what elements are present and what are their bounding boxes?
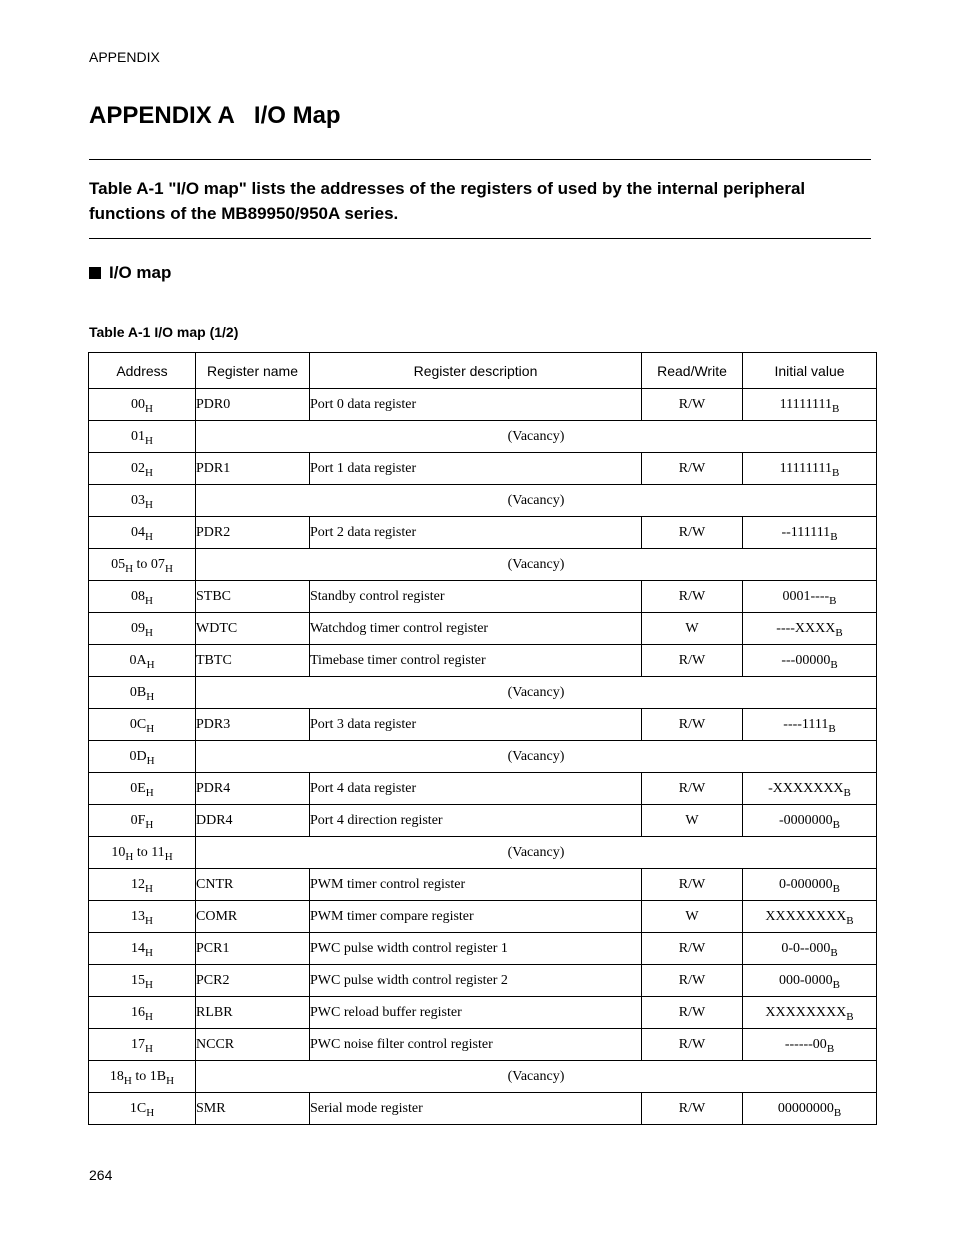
section-heading-text: I/O map <box>109 263 172 282</box>
address-suffix: H <box>145 530 153 543</box>
initial-value-cell <box>743 613 877 645</box>
address-cell <box>89 933 196 965</box>
register-name-cell: CNTR <box>196 869 310 901</box>
table-header-row <box>89 353 877 389</box>
register-name-cell: PDR0 <box>196 389 310 421</box>
address-suffix: H <box>145 786 154 799</box>
register-description-cell: PWC pulse width control register 2 <box>310 965 642 997</box>
address-cell <box>89 901 196 933</box>
address-suffix: H <box>145 434 153 447</box>
initial-value: 0-0--000 <box>781 940 831 956</box>
address-suffix: H <box>145 1010 153 1023</box>
register-description-cell: Standby control register <box>310 581 642 613</box>
column-header-register-description: Register description <box>310 353 642 389</box>
initial-value: -XXXXXXX <box>768 780 844 796</box>
initial-value: -0000000 <box>778 812 833 828</box>
initial-value-suffix: B <box>830 530 838 543</box>
read-write-cell: R/W <box>642 1093 743 1125</box>
register-name-cell: PDR2 <box>196 517 310 549</box>
address-suffix: H <box>145 594 153 607</box>
running-head: APPENDIX <box>89 49 160 65</box>
table-row <box>89 709 877 741</box>
initial-value-suffix: B <box>832 402 840 415</box>
initial-value-cell <box>743 709 877 741</box>
address-value: 13 <box>131 908 146 924</box>
table-row <box>89 549 877 581</box>
initial-value: ----XXXX <box>776 620 836 636</box>
read-write-cell: R/W <box>642 645 743 677</box>
table-row <box>89 389 877 421</box>
initial-value-cell <box>743 1029 877 1061</box>
address-value: 14 <box>131 940 146 956</box>
initial-value-suffix: B <box>832 818 840 831</box>
address-value: 0F <box>130 812 146 828</box>
table-row <box>89 997 877 1029</box>
register-name-cell: WDTC <box>196 613 310 645</box>
address-cell <box>89 613 196 645</box>
initial-value-suffix: B <box>846 1010 854 1023</box>
initial-value-cell <box>743 645 877 677</box>
square-bullet-icon <box>89 267 101 279</box>
read-write-cell: W <box>642 901 743 933</box>
initial-value-cell <box>743 773 877 805</box>
initial-value-cell <box>743 965 877 997</box>
register-name-cell: DDR4 <box>196 805 310 837</box>
read-write-cell: R/W <box>642 517 743 549</box>
address-suffix: H <box>145 466 153 479</box>
address-suffix: H <box>145 946 153 959</box>
register-description-cell: PWM timer compare register <box>310 901 642 933</box>
address-suffix: H <box>145 914 153 927</box>
address-value: 03 <box>131 492 146 508</box>
io-map-table <box>88 352 877 1125</box>
register-description-cell: PWC noise filter control register <box>310 1029 642 1061</box>
table-row <box>89 453 877 485</box>
register-description-cell: PWC reload buffer register <box>310 997 642 1029</box>
initial-value: XXXXXXXX <box>765 908 847 924</box>
address-cell <box>89 709 196 741</box>
initial-value-suffix: B <box>843 786 851 799</box>
column-header-read-write: Read/Write <box>642 353 743 389</box>
address-value: 08 <box>131 588 146 604</box>
lead-paragraph: Table A-1 "I/O map" lists the addresses of the registers of used by the internal peripheral functions of the MB89950/950A series. <box>89 179 806 223</box>
address-range-suffix: H <box>164 850 173 863</box>
initial-value-suffix: B <box>830 946 838 959</box>
read-write-cell: R/W <box>642 933 743 965</box>
register-name-cell: PDR1 <box>196 453 310 485</box>
address-value: 17 <box>131 1036 146 1052</box>
address-suffix: H <box>145 882 153 895</box>
initial-value-cell <box>743 933 877 965</box>
address-range-end: to 11 <box>133 844 165 860</box>
address-cell <box>89 997 196 1029</box>
register-description-cell: PWC pulse width control register 1 <box>310 933 642 965</box>
table-row <box>89 485 877 517</box>
register-description-cell: Port 3 data register <box>310 709 642 741</box>
vacancy-cell: (Vacancy) <box>196 1061 877 1093</box>
read-write-cell: R/W <box>642 869 743 901</box>
initial-value-suffix: B <box>828 722 836 735</box>
address-suffix: H <box>123 1074 132 1087</box>
initial-value-suffix: B <box>832 882 840 895</box>
address-suffix: H <box>145 498 153 511</box>
address-cell <box>89 805 196 837</box>
address-value: 18 <box>109 1068 124 1084</box>
address-suffix: H <box>146 1106 155 1119</box>
table-caption: Table A-1 I/O map (1/2) <box>89 324 239 340</box>
initial-value-suffix: B <box>832 466 840 479</box>
vacancy-cell: (Vacancy) <box>196 549 877 581</box>
register-description-cell: Port 1 data register <box>310 453 642 485</box>
address-range-end: to 07 <box>133 556 165 572</box>
column-header-register-name: Register name <box>196 353 310 389</box>
read-write-cell: R/W <box>642 453 743 485</box>
register-description-cell: Port 4 data register <box>310 773 642 805</box>
address-suffix: H <box>146 754 155 767</box>
address-value: 01 <box>131 428 146 444</box>
address-range-end: to 1B <box>131 1068 167 1084</box>
address-value: 10 <box>111 844 126 860</box>
address-value: 15 <box>131 972 146 988</box>
initial-value-cell <box>743 869 877 901</box>
register-description-cell: Watchdog timer control register <box>310 613 642 645</box>
read-write-cell: R/W <box>642 997 743 1029</box>
initial-value: 0001---- <box>782 588 830 604</box>
read-write-cell: R/W <box>642 1029 743 1061</box>
initial-value-suffix: B <box>833 1106 842 1119</box>
initial-value-suffix: B <box>829 594 837 607</box>
table-row <box>89 677 877 709</box>
address-suffix: H <box>125 850 134 863</box>
address-cell <box>89 837 196 869</box>
table-row <box>89 421 877 453</box>
address-value: 00 <box>131 396 146 412</box>
page-title: APPENDIX A I/O Map <box>89 102 341 129</box>
vacancy-cell: (Vacancy) <box>196 837 877 869</box>
address-value: 02 <box>131 460 146 476</box>
initial-value: 000-0000 <box>778 972 833 988</box>
register-description-cell: Port 2 data register <box>310 517 642 549</box>
vacancy-cell: (Vacancy) <box>196 421 877 453</box>
address-cell <box>89 1061 196 1093</box>
initial-value: ---00000 <box>781 652 831 668</box>
address-cell <box>89 741 196 773</box>
table-body <box>89 389 877 1125</box>
address-suffix: H <box>146 722 155 735</box>
initial-value: 00000000 <box>777 1100 834 1116</box>
register-description-cell: Port 0 data register <box>310 389 642 421</box>
table-row <box>89 741 877 773</box>
address-suffix: H <box>146 658 155 671</box>
address-cell <box>89 677 196 709</box>
register-name-cell: PDR4 <box>196 773 310 805</box>
address-cell <box>89 421 196 453</box>
address-value: 0B <box>129 684 147 700</box>
address-cell <box>89 869 196 901</box>
initial-value-cell <box>743 389 877 421</box>
register-name-cell: PCR1 <box>196 933 310 965</box>
register-name-cell: NCCR <box>196 1029 310 1061</box>
read-write-cell: W <box>642 805 743 837</box>
address-value: 0A <box>129 652 147 668</box>
address-suffix: H <box>145 978 153 991</box>
address-cell <box>89 453 196 485</box>
address-cell <box>89 517 196 549</box>
table-row <box>89 1029 877 1061</box>
address-value: 16 <box>131 1004 146 1020</box>
address-value: 0E <box>130 780 146 796</box>
table-row <box>89 1093 877 1125</box>
address-suffix: H <box>125 562 134 575</box>
register-name-cell: RLBR <box>196 997 310 1029</box>
table-row <box>89 517 877 549</box>
register-description-cell: Serial mode register <box>310 1093 642 1125</box>
read-write-cell: W <box>642 613 743 645</box>
table-row <box>89 933 877 965</box>
address-value: 0D <box>129 748 147 764</box>
register-name-cell: TBTC <box>196 645 310 677</box>
read-write-cell: R/W <box>642 773 743 805</box>
address-value: 09 <box>131 620 146 636</box>
address-cell <box>89 389 196 421</box>
table-row <box>89 965 877 997</box>
table-row <box>89 645 877 677</box>
address-cell <box>89 645 196 677</box>
register-description-cell: PWM timer control register <box>310 869 642 901</box>
table-row <box>89 805 877 837</box>
initial-value-suffix: B <box>826 1042 835 1055</box>
register-description-cell: Timebase timer control register <box>310 645 642 677</box>
table-row <box>89 1061 877 1093</box>
register-description-cell: Port 4 direction register <box>310 805 642 837</box>
vacancy-cell: (Vacancy) <box>196 741 877 773</box>
initial-value-cell <box>743 581 877 613</box>
initial-value-suffix: B <box>835 626 843 639</box>
address-cell <box>89 1029 196 1061</box>
vacancy-cell: (Vacancy) <box>196 485 877 517</box>
vacancy-cell: (Vacancy) <box>196 677 877 709</box>
table-row <box>89 613 877 645</box>
address-suffix: H <box>145 818 154 831</box>
address-cell <box>89 965 196 997</box>
address-suffix: H <box>145 402 153 415</box>
section-heading <box>89 263 171 283</box>
address-cell <box>89 1093 196 1125</box>
read-write-cell: R/W <box>642 965 743 997</box>
address-suffix: H <box>145 1042 153 1055</box>
read-write-cell: R/W <box>642 389 743 421</box>
read-write-cell: R/W <box>642 581 743 613</box>
address-range-suffix: H <box>166 1074 175 1087</box>
initial-value-cell <box>743 1093 877 1125</box>
initial-value-suffix: B <box>830 658 838 671</box>
table-row <box>89 901 877 933</box>
initial-value-suffix: B <box>846 914 854 927</box>
divider-bottom <box>89 238 871 239</box>
register-name-cell: COMR <box>196 901 310 933</box>
initial-value: 11111111 <box>779 396 833 412</box>
register-name-cell: PCR2 <box>196 965 310 997</box>
initial-value-suffix: B <box>832 978 840 991</box>
table-row <box>89 773 877 805</box>
initial-value: XXXXXXXX <box>765 1004 847 1020</box>
address-value: 05 <box>111 556 126 572</box>
page-number: 264 <box>89 1167 113 1183</box>
column-header-initial-value: Initial value <box>743 353 877 389</box>
address-suffix: H <box>146 690 155 703</box>
address-value: 1C <box>129 1100 147 1116</box>
column-header-address: Address <box>89 353 196 389</box>
initial-value: 0-000000 <box>778 876 833 892</box>
initial-value-cell <box>743 453 877 485</box>
address-cell <box>89 773 196 805</box>
initial-value: 11111111 <box>779 460 833 476</box>
address-cell <box>89 581 196 613</box>
initial-value: --111111 <box>781 524 831 540</box>
initial-value-cell <box>743 517 877 549</box>
divider-top <box>89 159 871 160</box>
table-row <box>89 837 877 869</box>
initial-value: ----1111 <box>783 716 829 732</box>
initial-value-cell <box>743 901 877 933</box>
address-value: 12 <box>131 876 146 892</box>
initial-value: ------00 <box>784 1036 827 1052</box>
initial-value-cell <box>743 997 877 1029</box>
initial-value-cell <box>743 805 877 837</box>
address-cell <box>89 485 196 517</box>
address-value: 04 <box>131 524 146 540</box>
address-cell <box>89 549 196 581</box>
read-write-cell: R/W <box>642 709 743 741</box>
address-range-suffix: H <box>164 562 173 575</box>
address-suffix: H <box>145 626 153 639</box>
register-name-cell: PDR3 <box>196 709 310 741</box>
address-value: 0C <box>129 716 147 732</box>
table-row <box>89 869 877 901</box>
table-row <box>89 581 877 613</box>
register-name-cell: STBC <box>196 581 310 613</box>
register-name-cell: SMR <box>196 1093 310 1125</box>
